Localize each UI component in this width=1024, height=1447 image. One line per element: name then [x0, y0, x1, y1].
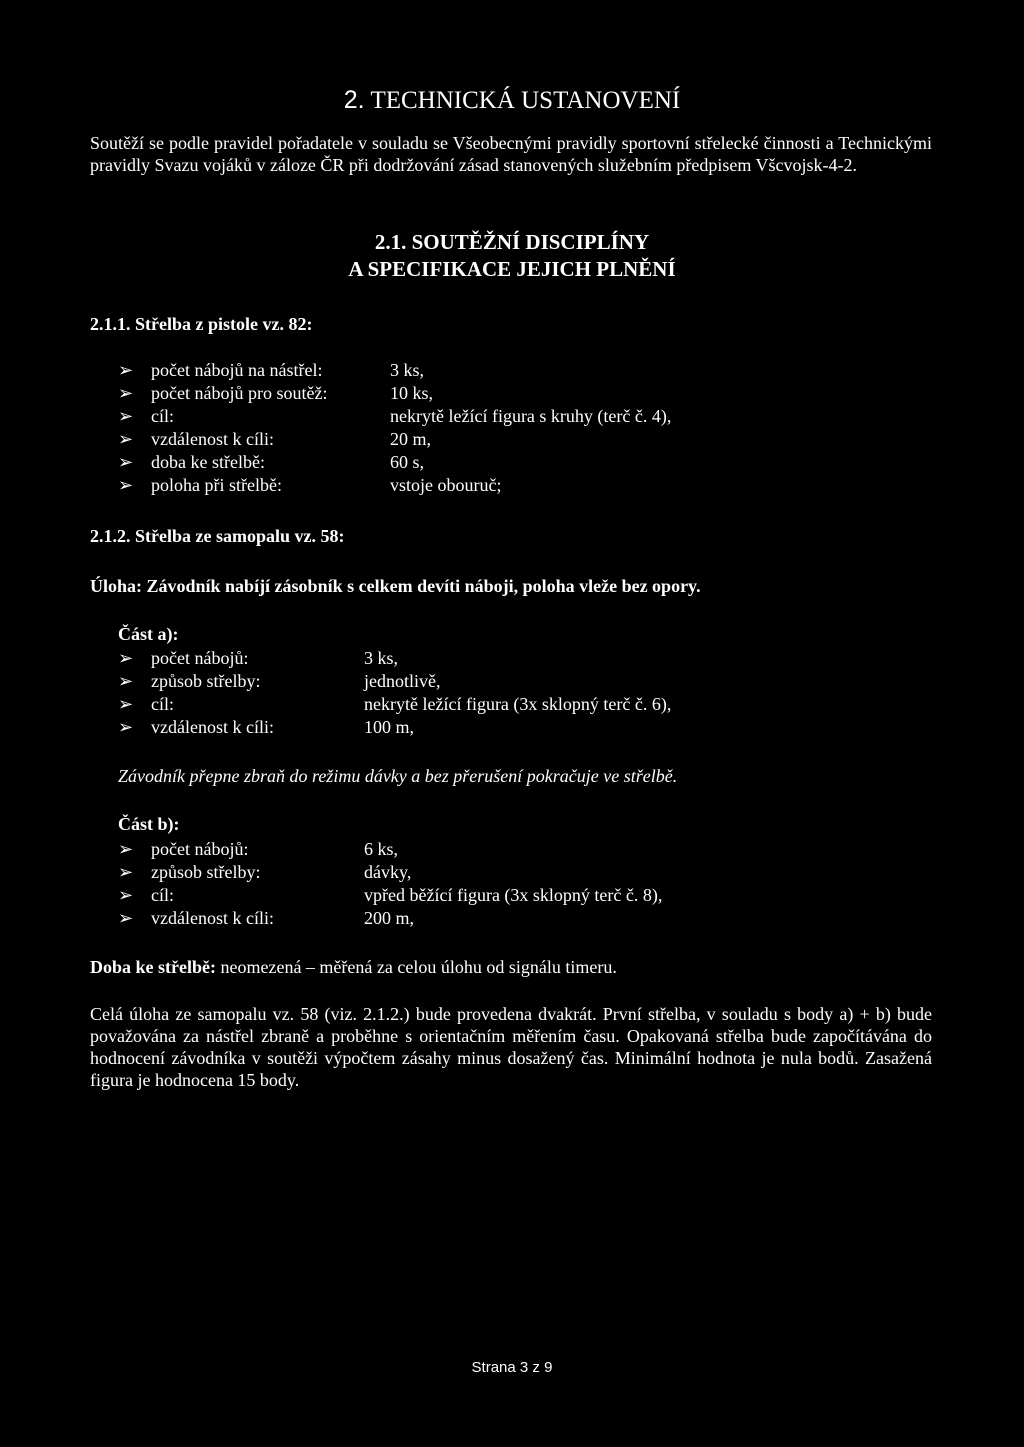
item-value: 60 s, [390, 452, 425, 472]
item-label: poloha při střelbě: [151, 475, 282, 495]
item-label: cíl: [151, 406, 174, 426]
list-item [118, 474, 918, 497]
page-number-footer: Strana 3 z 9 [471, 1359, 553, 1376]
item-value: 200 m, [364, 908, 415, 928]
list-item [118, 428, 918, 451]
arrow-bullet-icon: ➢ [118, 908, 134, 928]
arrow-bullet-icon: ➢ [118, 452, 134, 472]
arrow-bullet-icon: ➢ [118, 694, 134, 714]
title-text: TECHNICKÁ USTANOVENÍ [370, 87, 681, 114]
part-b-list [118, 838, 918, 930]
part-a-list [118, 647, 918, 739]
page-title [0, 84, 1024, 117]
item-label: vzdálenost k cíli: [151, 429, 274, 449]
title-number: 2. [343, 86, 365, 114]
list-item [118, 907, 918, 930]
item-value: jednotlivě, [364, 671, 441, 691]
section-heading [0, 229, 1024, 283]
time-line [90, 956, 617, 978]
arrow-bullet-icon: ➢ [118, 648, 134, 668]
section-heading-line2: A SPECIFIKACE JEJICH PLNĚNÍ [348, 257, 676, 281]
item-label: počet nábojů pro soutěž: [151, 383, 328, 403]
item-label: cíl: [151, 694, 174, 714]
list-item [118, 382, 918, 405]
item-label: vzdálenost k cíli: [151, 908, 274, 928]
arrow-bullet-icon: ➢ [118, 885, 134, 905]
section-heading-line1: 2.1. SOUTĚŽNÍ DISCIPLÍNY [374, 230, 650, 254]
item-label: cíl: [151, 885, 174, 905]
smg-heading: 2.1.2. Střelba ze samopalu vz. 58: [90, 526, 345, 546]
item-label: způsob střelby: [151, 671, 261, 691]
task-line: Úloha: Závodník nabíjí zásobník s celkem devíti náboji, poloha vleže bez opory. [90, 576, 701, 596]
pistol-heading: 2.1.1. Střelba z pistole vz. 82: [90, 314, 313, 334]
item-label: doba ke střelbě: [151, 452, 265, 472]
item-value: vstoje obouruč; [390, 475, 502, 495]
item-label: způsob střelby: [151, 862, 261, 882]
arrow-bullet-icon: ➢ [118, 862, 134, 882]
item-value: 20 m, [390, 429, 432, 449]
item-value: 100 m, [364, 717, 415, 737]
list-item [118, 693, 918, 716]
mode-switch-note: Závodník přepne zbraň do režimu dávky a bez přerušení pokračuje ve střelbě. [118, 766, 678, 786]
list-item [118, 838, 918, 861]
list-item [118, 716, 918, 739]
item-value: 3 ks, [364, 648, 399, 668]
arrow-bullet-icon: ➢ [118, 839, 134, 859]
list-item [118, 451, 918, 474]
item-value: 3 ks, [390, 360, 425, 380]
item-value: nekrytě ležící figura (3x sklopný terč č. 6), [364, 694, 672, 714]
item-label: vzdálenost k cíli: [151, 717, 274, 737]
item-label: počet nábojů na nástřel: [151, 360, 323, 380]
time-value: neomezená – měřená za celou úlohu od signálu timeru. [220, 957, 617, 977]
arrow-bullet-icon: ➢ [118, 717, 134, 737]
list-item [118, 405, 918, 428]
list-item [118, 670, 918, 693]
item-value: vpřed běžící figura (3x sklopný terč č. 8), [364, 885, 663, 905]
item-value: nekrytě ležící figura s kruhy (terč č. 4), [390, 406, 672, 426]
item-value: 10 ks, [390, 383, 434, 403]
list-item [118, 884, 918, 907]
item-label: počet nábojů: [151, 648, 249, 668]
part-b-heading: Část b): [118, 814, 180, 834]
item-label: počet nábojů: [151, 839, 249, 859]
closing-paragraph: Celá úloha ze samopalu vz. 58 (viz. 2.1.2.) bude provedena dvakrát. První střelba, v souladu s body a) + b) bude považována za nástřel zbraně a proběhne s orientačním měřením času. Opakovaná střelba bude započítávána do hodnocení závodníka v soutěži výpočtem zásahy minus dosažený čas. Minimální hodnota je nula bodů. Zasažená figura je hodnocena 15 body. [90, 1004, 932, 1090]
pistol-list [118, 359, 918, 497]
arrow-bullet-icon: ➢ [118, 671, 134, 691]
item-value: dávky, [364, 862, 412, 882]
arrow-bullet-icon: ➢ [118, 406, 134, 426]
list-item [118, 359, 918, 382]
arrow-bullet-icon: ➢ [118, 475, 134, 495]
intro-paragraph: Soutěží se podle pravidel pořadatele v souladu se Všeobecnými pravidly sportovní střelecké činnosti a Technickými pravidly Svazu vojáků v záloze ČR při dodržování zásad stanovených služebním předpisem Všcvojsk-4-2. [90, 133, 932, 175]
part-a-heading: Část a): [118, 624, 179, 644]
item-value: 6 ks, [364, 839, 399, 859]
arrow-bullet-icon: ➢ [118, 360, 134, 380]
list-item [118, 647, 918, 670]
arrow-bullet-icon: ➢ [118, 429, 134, 449]
time-label: Doba ke střelbě: [90, 957, 216, 977]
arrow-bullet-icon: ➢ [118, 383, 134, 403]
list-item [118, 861, 918, 884]
